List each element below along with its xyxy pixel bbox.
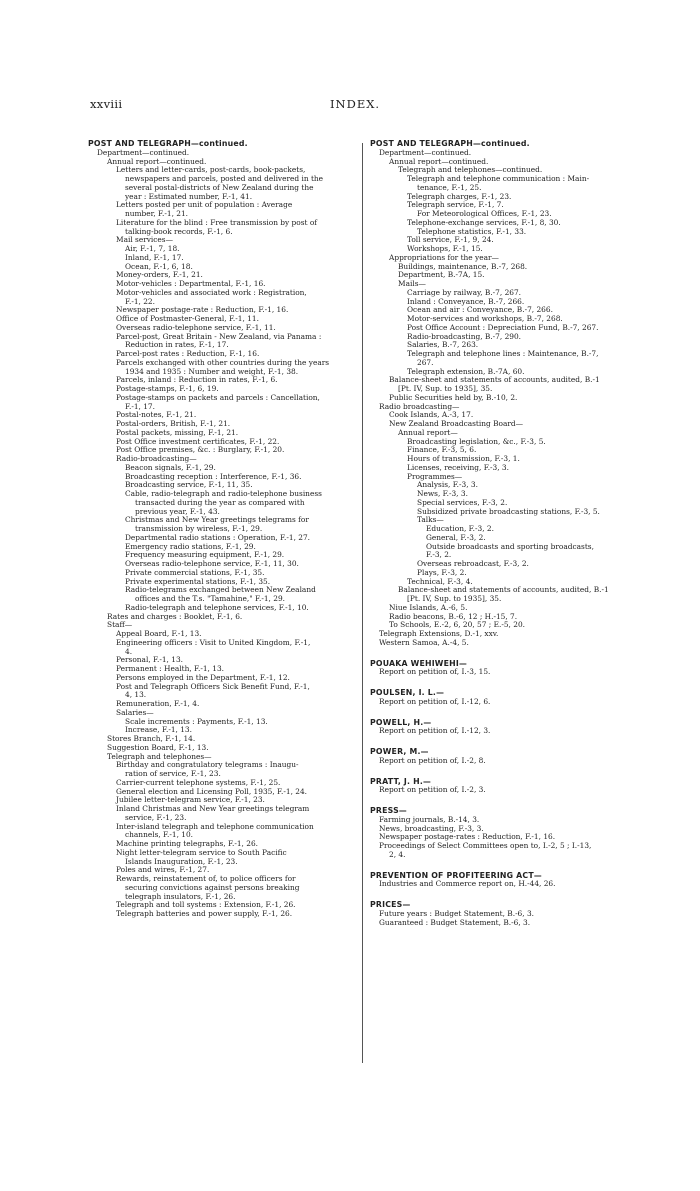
index-entry: Postal-notes, F.-1, 21. <box>116 410 197 420</box>
index-entry: Telegraph Extensions, D.-1, xxv. <box>379 629 499 638</box>
index-entry: Literature for the blind : Free transmission by post of <box>116 217 318 227</box>
index-entry: Broadcasting service, F.-1, 11, 35. <box>125 480 253 490</box>
index-entry: Telegraph charges, F.-1, 23. <box>407 191 512 201</box>
index-entry: Radio beacons, B.-6, 12 ; H.-15, 7. <box>389 611 518 621</box>
index-heading: POUAKA WEHIWEHI— <box>370 658 467 668</box>
index-entry: Telephone statistics, F.-1, 33. <box>417 226 527 236</box>
index-entry: Telegraph and telephones— <box>107 751 212 761</box>
index-entry: Inland : Conveyance, B.-7, 266. <box>407 296 525 306</box>
index-entry: Proceedings of Select Committees open to, I.-2, 5 ; I.-13, <box>379 841 592 850</box>
index-entry: Guaranteed : Budget Statement, B.-6, 3. <box>379 917 531 927</box>
index-entry: Appropriations for the year— <box>389 252 499 262</box>
index-entry: Telephone-exchange services, F.-1, 8, 30. <box>407 217 561 227</box>
index-entry: Parcels, inland : Reduction in rates, F.-1, 6. <box>116 375 278 385</box>
index-entry: ration of service, F.-1, 23. <box>125 769 221 778</box>
index-entry: Future years : Budget Statement, B.-6, 3. <box>379 908 535 918</box>
index-entry: Motor-vehicles : Departmental, F.-1, 16. <box>116 279 266 288</box>
index-entry: Remuneration, F.-1, 4. <box>116 699 200 708</box>
index-entry: General election and Licensing Poll, 1935, F.-1, 24. <box>116 786 308 796</box>
index-entry: 1934 and 1935 : Number and weight, F.-1, 38. <box>125 366 299 376</box>
index-entry: Western Samoa, A.-4, 5. <box>379 637 469 647</box>
index-entry: Postage-stamps, F.-1, 6, 19. <box>116 384 219 393</box>
index-entry: 4, 13. <box>125 690 147 700</box>
index-entry: Cook Islands, A.-3, 17. <box>389 410 474 420</box>
index-entry: Department—continued. <box>379 147 472 157</box>
index-entry: offices and the T.s. "Tamahine," F.-1, 29. <box>135 594 286 603</box>
index-entry: year : Estimated number, F.-1, 41. <box>125 191 253 201</box>
index-entry: Suggestion Board, F.-1, 13. <box>107 742 209 752</box>
index-entry: Farming journals, B.-14, 3. <box>379 814 480 824</box>
index-entry: Telegraph extension, B.-7A, 60. <box>407 366 525 376</box>
index-entry: Inland Christmas and New Year greetings telegram <box>116 804 310 813</box>
index-entry: Subsidized private broadcasting stations, F.-3, 5. <box>417 506 600 516</box>
index-column-left <box>88 140 358 919</box>
column-divider <box>362 143 363 1063</box>
index-entry: Beacon signals, F.-1, 29. <box>125 462 216 472</box>
index-heading: PRICES— <box>370 900 411 909</box>
index-entry: 2, 4. <box>389 849 406 859</box>
index-entry: Telegraph service, F.-1, 7. <box>407 200 504 210</box>
index-entry: Parcel-post rates : Reduction, F.-1, 16. <box>116 349 260 358</box>
index-entry: Public Securities held by, B.-10, 2. <box>389 392 518 402</box>
entry-gap <box>370 889 650 901</box>
index-entry: Finance, F.-3, 5, 6. <box>407 445 477 455</box>
index-entry: New Zealand Broadcasting Board— <box>389 419 524 428</box>
index-entry: Night letter-telegram service to South Pacific <box>116 847 287 857</box>
index-entry: Buildings, maintenance, B.-7, 268. <box>398 261 528 271</box>
index-entry: Emergency radio stations, F.-1, 29. <box>125 541 256 551</box>
index-entry: Telegraph and telephone communication : Main- <box>407 174 590 183</box>
index-entry: Telegraph batteries and power supply, F.-1, 26. <box>116 909 293 918</box>
index-heading: PRATT, J. H.— <box>370 776 431 786</box>
index-entry: Private commercial stations, F.-1, 35. <box>125 567 265 577</box>
index-entry: News, broadcasting, F.-3, 3. <box>379 823 484 833</box>
index-entry: Report on petition of, I.-12, 6. <box>379 696 491 706</box>
index-entry: Ocean, F.-1, 6, 18. <box>125 261 193 271</box>
index-heading: POWER, M.— <box>370 747 429 756</box>
index-entry: Reduction in rates, F.-1, 17. <box>125 340 229 350</box>
index-entry: securing convictions against persons breaking <box>125 882 300 892</box>
index-entry: Cable, radio-telegraph and radio-telephone business <box>125 489 322 498</box>
index-entry: Annual report—continued. <box>107 156 207 166</box>
index-entry: Scale increments : Payments, F.-1, 13. <box>125 716 268 726</box>
index-entry: previous year, F.-1, 43. <box>135 506 220 516</box>
index-entry: Appeal Board, F.-1, 13. <box>116 629 202 638</box>
index-entry: Annual report—continued. <box>389 156 489 166</box>
index-entry: [Pt. IV, Sup. to 1935], 35. <box>398 384 493 393</box>
index-entry: Machine printing telegraphs, F.-1, 26. <box>116 839 258 848</box>
index-entry: several postal-districts of New Zealand during the <box>125 182 314 192</box>
index-entry: Parcels exchanged with other countries during the years <box>116 357 330 367</box>
index-entry: Radio-telegraph and telephone services, F.-1, 10. <box>125 602 309 612</box>
index-entry: service, F.-1, 23. <box>125 812 187 822</box>
entry-gap <box>370 648 650 660</box>
index-entry: Permanent : Health, F.-1, 13. <box>116 664 225 673</box>
index-entry: Private experimental stations, F.-1, 35. <box>125 576 271 586</box>
index-entry: Telegraph and telephones—continued. <box>398 165 543 175</box>
index-entry: Air, F.-1, 7, 18. <box>125 244 180 253</box>
index-entry: Stores Branch, F.-1, 14. <box>107 734 196 743</box>
index-heading: PREVENTION OF PROFITEERING ACT— <box>370 870 542 880</box>
index-entry: Overseas rebroadcast, F.-3, 2. <box>417 559 529 568</box>
index-entry: telegraph insulators, F.-1, 26. <box>125 891 236 901</box>
index-heading: POST AND TELEGRAPH—continued. <box>88 139 248 148</box>
index-entry: Report on petition of, I.-2, 8. <box>379 755 486 765</box>
index-entry: Radio-broadcasting— <box>116 454 197 463</box>
index-entry: Postal packets, missing, F.-1, 21. <box>116 427 239 437</box>
index-entry: Carriage by railway, B.-7, 267. <box>407 287 522 297</box>
index-entry: [Pt. IV, Sup. to 1935], 35. <box>407 594 502 603</box>
index-entry: Talks— <box>417 515 444 525</box>
index-entry: Toll service, F.-1, 9, 24. <box>407 235 494 245</box>
index-entry: Birthday and congratulatory telegrams : Inaugu- <box>116 760 299 770</box>
index-entry: Broadcasting reception : Interference, F.-1, 36. <box>125 471 302 481</box>
index-entry: Money-orders, F.-1, 21. <box>116 270 203 280</box>
index-entry: talking-book records, F.-1, 6. <box>125 226 233 236</box>
index-entry: Department—continued. <box>97 147 190 157</box>
index-entry: F.-1, 22. <box>125 296 155 306</box>
index-entry: channels, F.-1, 10. <box>125 830 194 840</box>
index-entry: Salaries, B.-7, 263. <box>407 340 479 350</box>
index-heading: POST AND TELEGRAPH—continued. <box>370 139 530 148</box>
index-entry: Workshops, F.-1, 15. <box>407 244 483 253</box>
index-entry: Radio-broadcasting, B.-7, 290. <box>407 331 522 341</box>
index-entry: To Schools, E.-2, 6, 20, 57 ; E.-5, 20. <box>389 620 526 630</box>
index-entry: Rates and charges : Booklet, F.-1, 6. <box>107 611 243 621</box>
page-number: xxviii <box>90 97 123 111</box>
index-entry: Persons employed in the Department, F.-1, 12. <box>116 672 290 682</box>
index-entry: 267. <box>417 357 434 367</box>
index-heading: POULSEN, I. L.— <box>370 688 445 697</box>
index-entry: Department, B.-7A, 15. <box>398 270 485 280</box>
index-entry: Postal-orders, British, F.-1, 21. <box>116 419 231 428</box>
index-entry: Education, F.-3, 2. <box>426 524 494 533</box>
index-entry: Personal, F.-1, 13. <box>116 655 183 665</box>
index-entry: Departmental radio stations : Operation, F.-1, 27. <box>125 532 311 542</box>
index-entry: transacted during the year as compared with <box>135 497 305 507</box>
index-entry: Engineering officers : Visit to United Kingdom, F.-1, <box>116 637 311 647</box>
index-entry: Christmas and New Year greetings telegrams for <box>125 515 309 525</box>
index-entry: Report on petition of, I.-2, 3. <box>379 785 486 795</box>
index-entry: Islands Inauguration, F.-1, 23. <box>125 856 238 866</box>
index-entry: Rewards, reinstatement of, to police officers for <box>116 874 296 883</box>
index-entry: Post Office investment certificates, F.-1, 22. <box>116 436 280 446</box>
index-entry: Telegraph and telephone lines : Maintenance, B.-7, <box>407 349 599 358</box>
index-entry: Balance-sheet and statements of accounts, audited, B.-1 <box>389 375 600 385</box>
index-entry: Industries and Commerce report on, H.-44, 26. <box>379 879 556 889</box>
index-entry: Motor-services and workshops, B.-7, 268. <box>407 314 563 323</box>
index-entry: Analysis, F.-3, 3. <box>417 480 478 490</box>
index-entry: Post and Telegraph Officers Sick Benefit Fund, F.-1, <box>116 681 310 691</box>
index-entry: Parcel-post, Great Britain - New Zealand, via Panama : <box>116 331 322 341</box>
index-entry: News, F.-3, 3. <box>417 489 468 498</box>
index-entry: Balance-sheet and statements of accounts, audited, B.-1 <box>398 585 609 595</box>
index-entry: Poles and wires, F.-1, 27. <box>116 865 210 875</box>
index-heading: POWELL, H.— <box>370 717 432 727</box>
index-entry: Salaries— <box>116 707 154 717</box>
index-entry: Jubilee letter-telegram service, F.-1, 23. <box>116 795 265 805</box>
index-entry: Outside broadcasts and sporting broadcasts, <box>426 541 594 551</box>
index-entry: Broadcasting legislation, &c., F.-3, 5. <box>407 436 546 446</box>
page-title: INDEX. <box>330 97 381 111</box>
index-entry: Annual report— <box>398 427 458 437</box>
index-entry: Licenses, receiving, F.-3, 3. <box>407 462 509 472</box>
index-entry: Radio-telegrams exchanged between New Zealand <box>125 585 316 595</box>
index-entry: Inter-island telegraph and telephone communication <box>116 821 314 831</box>
index-entry: Post Office Account : Depreciation Fund, B.-7, 267. <box>407 322 599 332</box>
index-entry: Postage-stamps on packets and parcels : Cancellation, <box>116 392 320 402</box>
index-entry: F.-1, 17. <box>125 401 155 411</box>
index-entry: Special services, F.-3, 2. <box>417 497 508 507</box>
index-entry: Programmes— <box>407 471 463 481</box>
index-entry: F.-3, 2. <box>426 550 452 560</box>
index-entry: Inland, F.-1, 17. <box>125 252 184 262</box>
index-entry: Staff— <box>107 620 133 630</box>
index-entry: Office of Postmaster-General, F.-1, 11. <box>116 314 259 323</box>
index-entry: General, F.-3, 2. <box>426 532 486 542</box>
index-entry: 4. <box>125 646 133 656</box>
index-entry: Niue Islands, A.-6, 5. <box>389 602 468 612</box>
index-entry: Ocean and air : Conveyance, B.-7, 266. <box>407 305 553 315</box>
index-entry: Post Office premises, &c. : Burglary, F.-1, 20. <box>116 445 285 455</box>
entry-gap <box>370 795 650 807</box>
index-entry: tenance, F.-1, 25. <box>417 182 482 192</box>
index-entry: Overseas radio-telephone service, F.-1, 11. <box>116 322 276 332</box>
index-entry: transmission by wireless, F.-1, 29. <box>135 524 263 533</box>
index-column-right <box>370 140 650 927</box>
index-entry: newspapers and parcels, posted and delivered in the <box>125 174 324 183</box>
index-entry: For Meteorological Offices, F.-1, 23. <box>417 209 552 218</box>
index-entry: Plays, F.-3, 2. <box>417 567 467 577</box>
index-entry: Radio broadcasting— <box>379 401 460 411</box>
index-entry: Telegraph and toll systems : Extension, F.-1, 26. <box>116 900 296 910</box>
index-entry: Mail services— <box>116 235 173 245</box>
entry-gap <box>370 766 650 778</box>
index-entry: Report on petition of, I.-3, 15. <box>379 667 491 677</box>
index-entry: Motor-vehicles and associated work : Registration, <box>116 287 307 297</box>
index-entry: Newspaper postage-rate : Reduction, F.-1, 16. <box>116 305 289 315</box>
index-entry: Technical, F.-3, 4. <box>407 576 473 586</box>
index-entry: Increase, F.-1, 13. <box>125 725 192 735</box>
index-entry: Frequency measuring equipment, F.-1, 29. <box>125 550 285 560</box>
index-entry: number, F.-1, 21. <box>125 209 189 218</box>
index-heading: PRESS— <box>370 806 407 815</box>
entry-gap <box>370 707 650 719</box>
index-entry: Mails— <box>398 279 426 288</box>
index-entry: Letters posted per unit of population : Average <box>116 200 293 210</box>
index-entry: Hours of transmission, F.-3, 1. <box>407 454 520 463</box>
entry-gap <box>370 860 650 872</box>
index-entry: Carrier-current telephone systems, F.-1, 25. <box>116 777 281 787</box>
index-entry: Letters and letter-cards, post-cards, book-packets, <box>116 165 306 175</box>
index-entry: Newspaper postage-rates : Reduction, F.-1, 16. <box>379 832 556 842</box>
index-entry: Report on petition of, I.-12, 3. <box>379 726 491 736</box>
index-entry: Overseas radio-telephone service, F.-1, 11, 30. <box>125 559 299 568</box>
